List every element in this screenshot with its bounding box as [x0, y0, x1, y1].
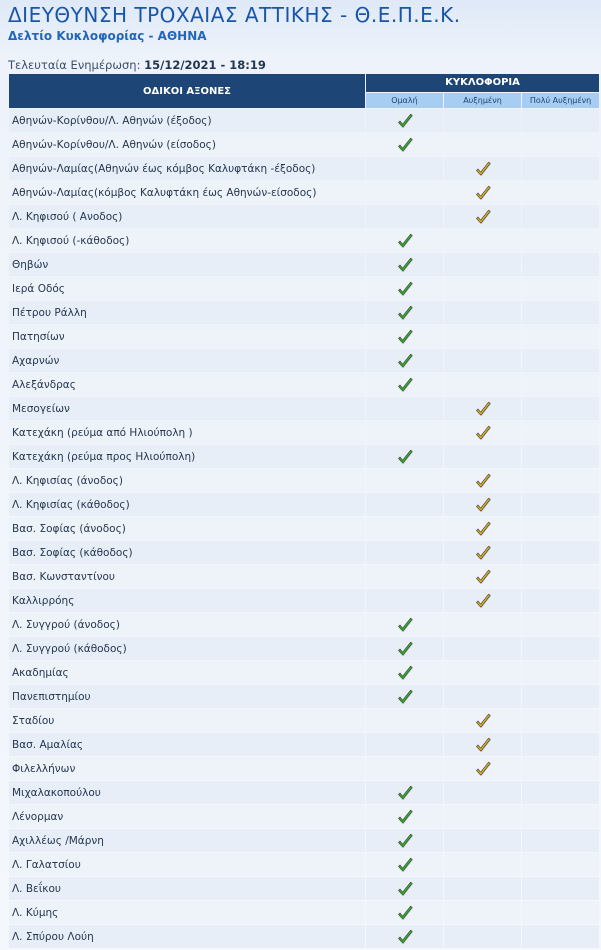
yellow-check-icon [474, 736, 492, 754]
status-cell-very-increased [522, 253, 599, 276]
status-cell-increased [444, 757, 521, 780]
table-row [9, 517, 599, 540]
status-cell-very-increased [522, 109, 599, 132]
table-row [9, 589, 599, 612]
status-cell-increased [444, 469, 521, 492]
road-name: Κατεχάκη (ρεύμα προς Ηλιούπολη) [9, 445, 365, 468]
status-cell-increased [444, 205, 521, 228]
table-row [9, 901, 599, 924]
status-cell-normal [366, 781, 443, 804]
road-name: Αθηνών-Λαμίας(κόμβος Καλυφτάκη έως Αθηνών-είσοδος) [9, 181, 365, 204]
status-cell-very-increased [522, 613, 599, 636]
table-row [9, 541, 599, 564]
status-cell-normal [366, 421, 443, 444]
road-name: Βασ. Αμαλίας [9, 733, 365, 756]
green-check-icon [396, 448, 414, 466]
status-cell-very-increased [522, 421, 599, 444]
green-check-icon [396, 616, 414, 634]
table-row [9, 397, 599, 420]
road-name: Πανεπιστημίου [9, 685, 365, 708]
yellow-check-icon [474, 160, 492, 178]
table-row [9, 301, 599, 324]
road-name: Λένορμαν [9, 805, 365, 828]
road-name: Αχιλλέως /Μάρνη [9, 829, 365, 852]
status-cell-normal [366, 301, 443, 324]
green-check-icon [396, 328, 414, 346]
page-title: ΔΙΕΥΘΥΝΣΗ ΤΡΟΧΑΙΑΣ ΑΤΤΙΚΗΣ - Θ.Ε.Π.Ε.Κ. [8, 3, 461, 27]
status-cell-normal [366, 493, 443, 516]
status-cell-normal [366, 133, 443, 156]
status-cell-increased [444, 877, 521, 900]
green-check-icon [396, 280, 414, 298]
status-cell-normal [366, 685, 443, 708]
road-name: Βασ. Σοφίας (άνοδος) [9, 517, 365, 540]
status-cell-increased [444, 181, 521, 204]
status-cell-very-increased [522, 493, 599, 516]
yellow-check-icon [474, 424, 492, 442]
status-cell-very-increased [522, 637, 599, 660]
status-cell-normal [366, 613, 443, 636]
table-row [9, 133, 599, 156]
status-header-very-increased: Πολύ Αυξημένη [522, 93, 599, 108]
status-cell-increased [444, 709, 521, 732]
last-updated [8, 58, 266, 72]
status-cell-very-increased [522, 733, 599, 756]
status-cell-very-increased [522, 757, 599, 780]
status-cell-very-increased [522, 325, 599, 348]
status-cell-increased [444, 685, 521, 708]
status-cell-increased [444, 661, 521, 684]
yellow-check-icon [474, 712, 492, 730]
green-check-icon [396, 856, 414, 874]
status-cell-normal [366, 877, 443, 900]
road-name: Βασ. Κωνσταντίνου [9, 565, 365, 588]
status-cell-increased [444, 637, 521, 660]
status-cell-increased [444, 277, 521, 300]
table-row [9, 445, 599, 468]
status-cell-normal [366, 565, 443, 588]
road-name: Λ. Συγγρού (άνοδος) [9, 613, 365, 636]
table-row [9, 205, 599, 228]
status-cell-very-increased [522, 541, 599, 564]
road-name: Αχαρνών [9, 349, 365, 372]
table-row [9, 733, 599, 756]
status-cell-very-increased [522, 373, 599, 396]
status-cell-very-increased [522, 877, 599, 900]
status-cell-increased [444, 157, 521, 180]
table-row [9, 229, 599, 252]
status-cell-normal [366, 469, 443, 492]
status-cell-very-increased [522, 805, 599, 828]
table-row [9, 853, 599, 876]
green-check-icon [396, 304, 414, 322]
road-name: Λ. Βεΐκου [9, 877, 365, 900]
status-cell-very-increased [522, 157, 599, 180]
status-cell-very-increased [522, 181, 599, 204]
road-name: Μιχαλακοπούλου [9, 781, 365, 804]
status-cell-increased [444, 733, 521, 756]
status-cell-normal [366, 541, 443, 564]
green-check-icon [396, 784, 414, 802]
status-cell-increased [444, 589, 521, 612]
table-row [9, 925, 599, 948]
yellow-check-icon [474, 208, 492, 226]
green-check-icon [396, 880, 414, 898]
status-cell-normal [366, 805, 443, 828]
road-name: Αθηνών-Κορίνθου/Λ. Αθηνών (έξοδος) [9, 109, 365, 132]
status-cell-increased [444, 253, 521, 276]
status-cell-very-increased [522, 517, 599, 540]
road-name: Ιερά Οδός [9, 277, 365, 300]
table-row [9, 421, 599, 444]
status-cell-normal [366, 205, 443, 228]
table-row [9, 181, 599, 204]
yellow-check-icon [474, 184, 492, 202]
status-cell-increased [444, 133, 521, 156]
green-check-icon [396, 376, 414, 394]
table-row [9, 805, 599, 828]
status-cell-normal [366, 709, 443, 732]
status-cell-very-increased [522, 229, 599, 252]
road-name: Λ. Κηφισίας (άνοδος) [9, 469, 365, 492]
status-cell-very-increased [522, 301, 599, 324]
status-cell-normal [366, 373, 443, 396]
status-cell-increased [444, 781, 521, 804]
status-cell-increased [444, 421, 521, 444]
status-cell-normal [366, 661, 443, 684]
road-name: Λ. Γαλατσίου [9, 853, 365, 876]
table-row [9, 349, 599, 372]
status-cell-increased [444, 901, 521, 924]
table-row [9, 637, 599, 660]
status-cell-normal [366, 253, 443, 276]
traffic-rows [9, 109, 599, 948]
green-check-icon [396, 352, 414, 370]
last-updated-label: Τελευταία Ενημέρωση: [8, 58, 141, 72]
yellow-check-icon [474, 544, 492, 562]
green-check-icon [396, 928, 414, 946]
road-name: Αθηνών-Κορίνθου/Λ. Αθηνών (είσοδος) [9, 133, 365, 156]
page-subtitle: Δελτίο Κυκλοφορίας - ΑΘΗΝΑ [8, 29, 207, 43]
status-cell-very-increased [522, 397, 599, 420]
road-name: Σταδίου [9, 709, 365, 732]
status-cell-increased [444, 229, 521, 252]
status-cell-increased [444, 493, 521, 516]
status-cell-very-increased [522, 661, 599, 684]
road-name: Πατησίων [9, 325, 365, 348]
status-cell-normal [366, 757, 443, 780]
road-name: Λ. Σπύρου Λούη [9, 925, 365, 948]
road-name: Λ. Συγγρού (κάθοδος) [9, 637, 365, 660]
table-row [9, 493, 599, 516]
status-cell-normal [366, 181, 443, 204]
status-cell-very-increased [522, 349, 599, 372]
green-check-icon [396, 256, 414, 274]
yellow-check-icon [474, 400, 492, 418]
status-cell-increased [444, 541, 521, 564]
status-cell-normal [366, 589, 443, 612]
table-row [9, 109, 599, 132]
road-name: Μεσογείων [9, 397, 365, 420]
yellow-check-icon [474, 592, 492, 610]
status-cell-increased [444, 325, 521, 348]
table-row [9, 877, 599, 900]
yellow-check-icon [474, 520, 492, 538]
table-row [9, 613, 599, 636]
status-cell-very-increased [522, 133, 599, 156]
road-name: Αθηνών-Λαμίας(Αθηνών έως κόμβος Καλυφτάκη -έξοδος) [9, 157, 365, 180]
status-cell-normal [366, 901, 443, 924]
status-cell-normal [366, 349, 443, 372]
table-row [9, 157, 599, 180]
table-row [9, 469, 599, 492]
green-check-icon [396, 640, 414, 658]
status-cell-normal [366, 109, 443, 132]
status-cell-increased [444, 301, 521, 324]
table-row [9, 709, 599, 732]
status-cell-increased [444, 109, 521, 132]
road-axes-header: ΟΔΙΚΟΙ ΑΞΟΝΕΣ [9, 74, 365, 108]
road-name: Φιλελλήνων [9, 757, 365, 780]
table-row [9, 373, 599, 396]
table-row [9, 685, 599, 708]
status-cell-increased [444, 517, 521, 540]
status-cell-very-increased [522, 469, 599, 492]
road-name: Καλλιρρόης [9, 589, 365, 612]
table-row [9, 829, 599, 852]
status-cell-normal [366, 853, 443, 876]
green-check-icon [396, 832, 414, 850]
status-cell-very-increased [522, 565, 599, 588]
status-cell-normal [366, 445, 443, 468]
green-check-icon [396, 664, 414, 682]
road-name: Αλεξάνδρας [9, 373, 365, 396]
status-header-increased: Αυξημένη [444, 93, 521, 108]
status-cell-very-increased [522, 925, 599, 948]
table-row [9, 325, 599, 348]
yellow-check-icon [474, 472, 492, 490]
table-row [9, 277, 599, 300]
status-cell-very-increased [522, 445, 599, 468]
traffic-header: ΚΥΚΛΟΦΟΡΙΑ [366, 74, 599, 92]
road-name: Λ. Κηφισού (-κάθοδος) [9, 229, 365, 252]
table-row [9, 661, 599, 684]
status-cell-normal [366, 829, 443, 852]
road-name: Πέτρου Ράλλη [9, 301, 365, 324]
status-cell-increased [444, 565, 521, 588]
status-cell-increased [444, 829, 521, 852]
green-check-icon [396, 232, 414, 250]
status-cell-very-increased [522, 781, 599, 804]
status-cell-very-increased [522, 205, 599, 228]
status-cell-very-increased [522, 709, 599, 732]
green-check-icon [396, 808, 414, 826]
road-name: Κατεχάκη (ρεύμα από Ηλιούπολη ) [9, 421, 365, 444]
table-row [9, 565, 599, 588]
status-cell-normal [366, 397, 443, 420]
status-cell-very-increased [522, 901, 599, 924]
status-cell-increased [444, 349, 521, 372]
road-name: Ακαδημίας [9, 661, 365, 684]
status-cell-normal [366, 637, 443, 660]
road-name: Λ. Κηφισίας (κάθοδος) [9, 493, 365, 516]
road-name: Λ. Κηφισού ( Ανοδος) [9, 205, 365, 228]
status-cell-normal [366, 229, 443, 252]
status-cell-increased [444, 445, 521, 468]
status-cell-normal [366, 157, 443, 180]
status-header-normal: Ομαλή [366, 93, 443, 108]
table-row [9, 781, 599, 804]
table-row [9, 757, 599, 780]
status-cell-very-increased [522, 589, 599, 612]
status-cell-increased [444, 373, 521, 396]
green-check-icon [396, 136, 414, 154]
road-name: Θηβών [9, 253, 365, 276]
last-updated-value: 15/12/2021 - 18:19 [144, 58, 266, 72]
status-cell-normal [366, 277, 443, 300]
status-cell-normal [366, 925, 443, 948]
status-cell-increased [444, 925, 521, 948]
status-cell-increased [444, 613, 521, 636]
status-cell-normal [366, 325, 443, 348]
green-check-icon [396, 904, 414, 922]
status-cell-very-increased [522, 685, 599, 708]
yellow-check-icon [474, 568, 492, 586]
status-cell-increased [444, 397, 521, 420]
status-cell-very-increased [522, 829, 599, 852]
road-name: Βασ. Σοφίας (κάθοδος) [9, 541, 365, 564]
yellow-check-icon [474, 496, 492, 514]
road-name: Λ. Κύμης [9, 901, 365, 924]
status-cell-very-increased [522, 277, 599, 300]
green-check-icon [396, 112, 414, 130]
table-row [9, 253, 599, 276]
green-check-icon [396, 688, 414, 706]
status-cell-increased [444, 853, 521, 876]
status-cell-very-increased [522, 853, 599, 876]
status-cell-increased [444, 805, 521, 828]
status-cell-normal [366, 517, 443, 540]
status-cell-normal [366, 733, 443, 756]
yellow-check-icon [474, 760, 492, 778]
traffic-table [8, 73, 600, 949]
